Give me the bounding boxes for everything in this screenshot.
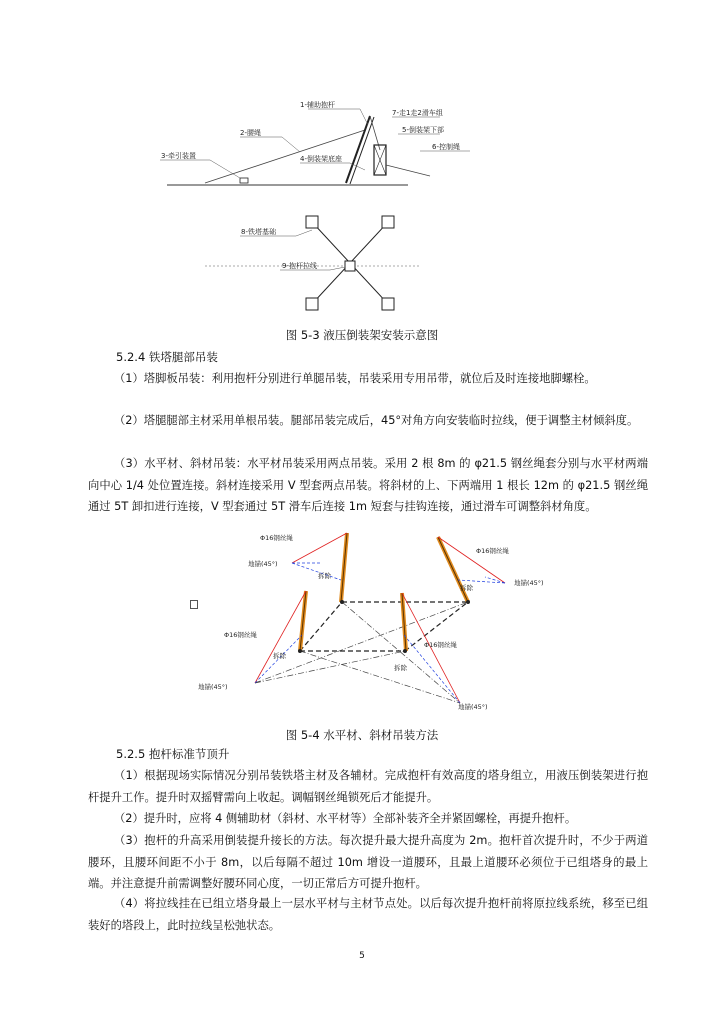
label-anchor-1: 地锚(45°) (248, 560, 278, 568)
label-rope-2: Φ16钢丝绳 (476, 547, 509, 555)
label-removed-3: 拆除 (273, 652, 286, 660)
section-heading-5-2-4: 5.2.4 铁塔腿部吊装 (116, 350, 218, 364)
label-anchor-2: 地锚(45°) (514, 579, 544, 587)
paragraph-5-2-5-4: （4）将拉线挂在已组立塔身最上一层水平材与主材节点处。以后每次提升抱杆前将原拉线系统，移至已组装好的塔段上，此时拉线呈松弛状态。 (88, 897, 648, 932)
label-auxiliary-mast: 1-辅助抱杆 (300, 101, 335, 109)
label-mast-guy: 9-抱杆拉线 (282, 262, 317, 270)
figure-5-3-caption: 图 5-3 液压倒装架安装示意图 (285, 328, 439, 342)
page-number: 5 (359, 951, 365, 961)
label-removed-2: 拆除 (460, 584, 473, 592)
paragraph-5-2-5-3: （3）抱杆的升高采用倒装提升接长的方法。每次提升最大提升高度为 2m。抱杆首次提升时，不少于两道腰环，且腰环间距不小于 8m，以后每隔不超过 10m 增设一道腰环，且最上道腰环必须位于已组塔身的最上端。并注意提升前需调整好腰环同心度，一切正常后方可提升抱杆。 (88, 834, 648, 890)
label-control-rope: 6-控制绳 (432, 143, 460, 151)
paragraph-5-2-5-1: （1）根据现场实际情况分别吊装铁塔主材及各辅材。完成抱杆有效高度的塔身组立，用液压倒装架进行抱杆提升工作。提升时双摇臂需向上收起。调幅钢丝绳锁死后才能提升。 (88, 769, 648, 804)
label-frame-base: 4-倒装架底座 (300, 155, 342, 163)
label-rope-4: Φ16钢丝绳 (424, 641, 457, 649)
figure-5-3-diagram (0, 0, 724, 320)
label-removed-1: 拆除 (318, 572, 331, 580)
label-removed-4: 拆除 (394, 664, 407, 672)
paragraph-5-2-5-2: （2）提升时，应将 4 侧辅助材（斜材、水平材等）全部补装齐全并紧固螺栓，再提升抱杆。 (114, 812, 577, 825)
paragraph-5-2-4-3: （3）水平材、斜材吊装：水平材吊装采用两点吊装。采用 2 根 8m 的 φ21.5 钢丝绳套分别与水平材两端向中心 1/4 处位置连接。斜材连接采用 V 型套两点吊装。将斜材的上、下两端用 1 根长 12m 的 φ21.5 钢丝绳通过 5T 卸扣进行连接，V 型套通过 5T 滑车后连接 1m 短套与挂钩连接，通过滑车可调整斜材角度。 (88, 457, 648, 513)
label-tower-foundation: 8-铁塔基础 (241, 228, 276, 236)
section-heading-5-2-5: 5.2.5 抱杆标准节顶升 (116, 747, 230, 761)
paragraph-5-2-4-1: （1）塔脚板吊装：利用抱杆分别进行单腿吊装，吊装采用专用吊带，就位后及时连接地脚螺栓。 (114, 372, 596, 385)
figure-5-4-caption: 图 5-4 水平材、斜材吊装方法 (285, 728, 439, 742)
label-rope-1: Φ16钢丝绳 (260, 534, 293, 542)
label-traction-device: 3-牵引装置 (161, 152, 196, 160)
label-pulley-group: 7-走1走2滑车组 (392, 109, 443, 117)
label-frame-lower: 5-倒装架下部 (402, 126, 444, 134)
paragraph-5-2-4-2: （2）塔腿腿部主材采用单根吊装。腿部吊装完成后，45°对角方向安装临时拉线，便于调整主材倾斜度。 (114, 414, 639, 427)
label-waist-rope: 2-腰绳 (240, 129, 261, 137)
label-anchor-3: 地锚(45°) (198, 683, 228, 691)
figure-5-4-diagram (0, 525, 724, 725)
label-anchor-4: 地锚(45°) (458, 703, 488, 711)
label-rope-3: Φ16钢丝绳 (224, 631, 257, 639)
